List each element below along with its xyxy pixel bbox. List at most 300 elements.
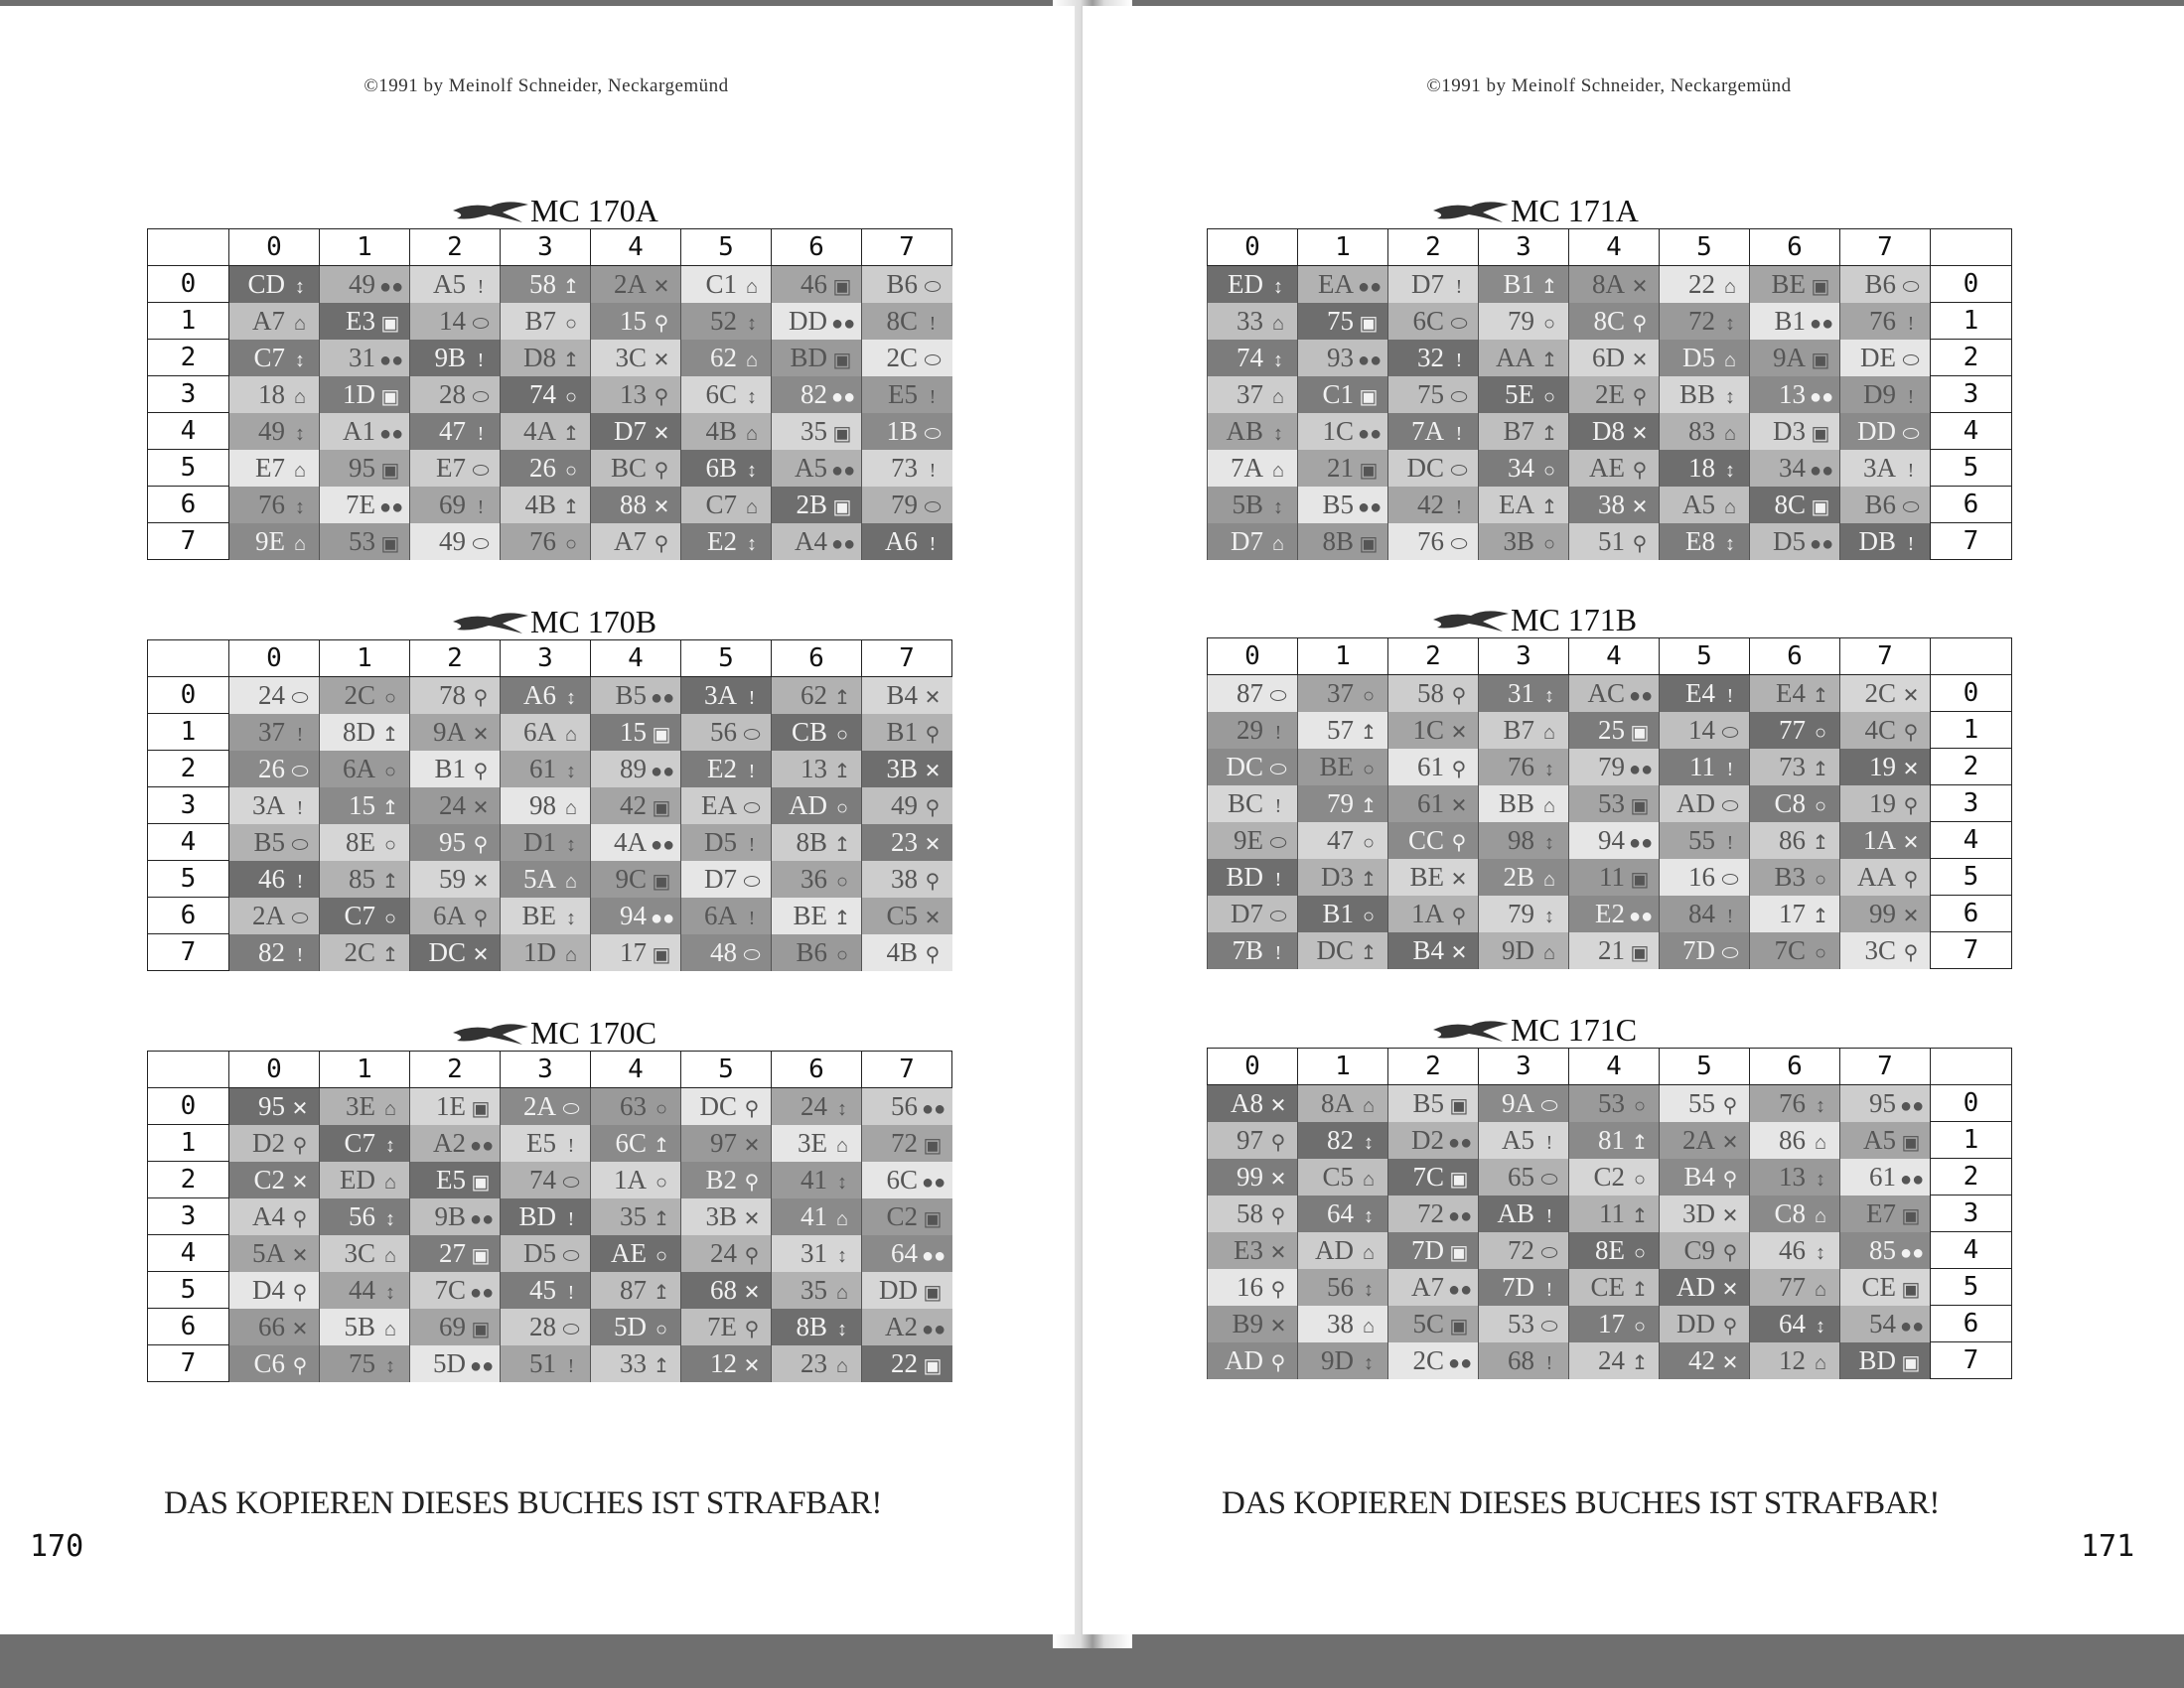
code-value: 5E [1505, 378, 1534, 409]
cell-symbol-icon: ▣ [1449, 1315, 1469, 1337]
code-value: 53 [349, 525, 375, 556]
code-value: C7 [705, 489, 737, 519]
row-header: 4 [148, 824, 229, 861]
code-value: 6A [523, 716, 556, 747]
row-header: 1 [148, 714, 229, 751]
cell-symbol-icon: ✕ [653, 275, 670, 298]
row-header: 0 [1931, 266, 2012, 303]
code-value: BC [1227, 787, 1263, 818]
cell-symbol-icon: ✕ [1721, 1278, 1739, 1301]
code-value: 2C [344, 679, 375, 710]
cell-symbol-icon: ⌂ [1814, 1278, 1826, 1301]
table-row [148, 861, 952, 898]
code-value: D5 [523, 1237, 556, 1268]
code-value: 1C [1412, 714, 1444, 745]
cell-symbol-icon: ! [748, 760, 756, 782]
code-cell [862, 1309, 952, 1345]
code-value: E2 [707, 753, 737, 783]
code-cell [229, 376, 320, 413]
code-value: 53 [1508, 1308, 1534, 1338]
cell-symbol-icon: ⌂ [1723, 422, 1736, 445]
code-value: ED [1228, 268, 1263, 299]
code-value: 24 [1598, 1344, 1625, 1375]
code-value: 8B [1322, 525, 1354, 556]
code-cell [862, 340, 952, 376]
code-cell [229, 861, 320, 898]
code-cell [1208, 1269, 1298, 1306]
code-cell [229, 303, 320, 340]
table-row [1208, 896, 2012, 932]
code-value: 2B [796, 489, 827, 519]
code-cell [772, 1125, 862, 1162]
table-row [1208, 487, 2012, 523]
code-cell [681, 266, 772, 303]
cell-symbol-icon: ⬭ [1902, 349, 1920, 371]
cell-symbol-icon: ↕ [1273, 422, 1283, 445]
cell-symbol-icon: ▣ [1901, 1351, 1921, 1374]
row-header: 6 [148, 1309, 229, 1345]
code-value: 87 [620, 1274, 647, 1305]
code-value: 8D [343, 716, 375, 747]
row-header: 6 [1931, 1306, 2012, 1342]
code-cell [681, 1345, 772, 1382]
code-cell [591, 450, 681, 487]
code-cell [1840, 749, 1931, 785]
cell-symbol-icon: ↕ [1544, 758, 1554, 780]
code-cell [681, 413, 772, 450]
code-value: A6 [523, 679, 556, 710]
cell-symbol-icon: ○ [564, 312, 578, 335]
code-value: BE [793, 900, 827, 930]
code-cell [1298, 675, 1388, 712]
cell-symbol-icon: ! [1726, 684, 1734, 707]
column-header: 0 [229, 640, 320, 677]
cell-symbol-icon: ✕ [1269, 1241, 1287, 1264]
column-header: 4 [1569, 638, 1660, 675]
column-header-row [1208, 638, 2012, 675]
cell-symbol-icon: ↥ [1631, 1351, 1649, 1374]
cell-symbol-icon: ▣ [471, 1097, 491, 1120]
code-value: BD [518, 1200, 556, 1231]
code-cell [1479, 1122, 1569, 1159]
code-value: 32 [1417, 342, 1444, 372]
code-cell [1660, 749, 1750, 785]
cell-symbol-icon: ✕ [1902, 831, 1920, 854]
code-value: D1 [523, 826, 556, 857]
code-value: 7E [707, 1311, 737, 1341]
code-value: 41 [801, 1200, 827, 1231]
code-value: 2C [886, 342, 918, 372]
cell-symbol-icon: ○ [1362, 831, 1376, 854]
code-value: AD [1676, 787, 1715, 818]
column-header: 2 [1388, 229, 1479, 266]
row-header: 1 [148, 1125, 229, 1162]
cell-symbol-icon: ↕ [295, 275, 305, 298]
code-cell [410, 1235, 501, 1272]
code-cell [1388, 1159, 1479, 1196]
cell-symbol-icon: ↕ [747, 532, 757, 555]
code-cell [1660, 376, 1750, 413]
code-value: 2A [614, 268, 647, 299]
code-value: 61 [1869, 1161, 1896, 1192]
code-cell [862, 861, 952, 898]
code-cell [772, 1272, 862, 1309]
code-cell [1208, 749, 1298, 785]
code-value: 94 [1598, 824, 1625, 855]
cell-symbol-icon: ▣ [1359, 459, 1379, 482]
cell-symbol-icon: ! [1274, 721, 1282, 744]
code-value: 72 [891, 1127, 918, 1158]
row-header: 3 [1931, 785, 2012, 822]
code-value: EA [1499, 489, 1534, 519]
code-value: 55 [1688, 1087, 1715, 1118]
code-cell [501, 1198, 591, 1235]
cell-symbol-icon: ↕ [295, 495, 305, 518]
code-value: 6A [704, 900, 737, 930]
code-cell [1208, 1232, 1298, 1269]
cell-symbol-icon: ▣ [1901, 1204, 1921, 1227]
code-cell [229, 824, 320, 861]
cell-symbol-icon: ↕ [385, 1207, 395, 1230]
code-value: A7 [252, 305, 285, 336]
code-value: 9A [1773, 342, 1806, 372]
code-value: 22 [1688, 268, 1715, 299]
table-row [1208, 785, 2012, 822]
cell-symbol-icon: ●● [922, 1244, 946, 1267]
code-cell [501, 714, 591, 751]
code-cell [1840, 450, 1931, 487]
code-value: D3 [1321, 861, 1354, 892]
code-cell [1569, 859, 1660, 896]
table-title [147, 600, 951, 639]
cell-symbol-icon: ▣ [471, 1244, 491, 1267]
cell-symbol-icon: ✕ [924, 833, 942, 856]
code-value: 86 [1779, 824, 1806, 855]
code-cell [591, 934, 681, 971]
code-value: A5 [1863, 1124, 1896, 1155]
code-cell [320, 787, 410, 824]
code-value: AB [1226, 415, 1263, 446]
copy-warning: DAS KOPIEREN DIESES BUCHES IST STRAFBAR! [1222, 1485, 1940, 1521]
code-cell [681, 487, 772, 523]
cell-symbol-icon: ●● [379, 495, 404, 518]
code-value: 84 [1688, 898, 1715, 928]
cell-symbol-icon: ✕ [1450, 721, 1468, 744]
code-value: 95 [439, 826, 466, 857]
cell-symbol-icon: ✕ [472, 796, 490, 819]
code-value: 3C [344, 1237, 375, 1268]
column-header: 2 [1388, 638, 1479, 675]
cell-symbol-icon: ▣ [923, 1134, 943, 1157]
code-value: 93 [1327, 342, 1354, 372]
cell-symbol-icon: ●● [1900, 1168, 1925, 1191]
code-cell [501, 303, 591, 340]
column-header: 6 [772, 640, 862, 677]
cell-symbol-icon: ↥ [833, 907, 851, 929]
cell-symbol-icon: ↕ [1273, 495, 1283, 518]
cell-symbol-icon: ↥ [381, 723, 399, 746]
code-value: 9A [433, 716, 466, 747]
code-cell [1569, 1269, 1660, 1306]
code-cell [681, 1198, 772, 1235]
cell-symbol-icon: ↥ [381, 870, 399, 893]
cell-symbol-icon: ▣ [1630, 941, 1650, 964]
code-value: BE [1409, 861, 1444, 892]
code-cell [591, 861, 681, 898]
table-row [1208, 376, 2012, 413]
code-cell [1660, 1269, 1750, 1306]
code-value: 79 [1508, 305, 1534, 336]
code-value: 2B [1503, 861, 1534, 892]
code-cell [1388, 1085, 1479, 1122]
code-cell [591, 303, 681, 340]
column-header: 1 [1298, 1049, 1388, 1085]
code-cell [1298, 413, 1388, 450]
code-cell [1298, 376, 1388, 413]
cell-symbol-icon: ▣ [1901, 1278, 1921, 1301]
column-header-row [1208, 1049, 2012, 1085]
code-cell [1750, 487, 1840, 523]
code-cell [591, 898, 681, 934]
code-cell [501, 1162, 591, 1198]
cell-symbol-icon: ↕ [747, 385, 757, 408]
cell-symbol-icon: ! [567, 1281, 575, 1304]
cell-symbol-icon: ⌂ [1814, 1204, 1826, 1227]
cell-symbol-icon: ○ [1542, 385, 1556, 408]
column-header: 6 [772, 1052, 862, 1088]
cell-symbol-icon: ! [477, 349, 485, 371]
code-value: 3B [1503, 525, 1534, 556]
code-cell [772, 340, 862, 376]
cell-symbol-icon: ! [1545, 1131, 1553, 1154]
cell-symbol-icon: ✕ [291, 1097, 309, 1120]
code-value: 11 [1689, 751, 1715, 781]
code-value: 3B [886, 753, 918, 783]
cell-symbol-icon: ●● [922, 1097, 946, 1120]
cell-symbol-icon: ⌂ [835, 1281, 848, 1304]
cell-symbol-icon: ▣ [1449, 1241, 1469, 1264]
row-header: 4 [1931, 822, 2012, 859]
code-value: AD [1676, 1271, 1715, 1302]
code-value: C1 [1322, 378, 1354, 409]
cell-symbol-icon: ⌂ [383, 1171, 396, 1194]
cell-symbol-icon: ! [1545, 1351, 1553, 1374]
cell-symbol-icon: ⌂ [293, 532, 306, 555]
code-cell [862, 1125, 952, 1162]
cell-symbol-icon: ↥ [653, 1354, 670, 1377]
cell-symbol-icon: ○ [1814, 721, 1827, 744]
code-value: 8C [1774, 489, 1806, 519]
cell-symbol-icon: ! [1455, 495, 1463, 518]
cell-symbol-icon: ▣ [923, 1354, 943, 1377]
code-cell [1479, 712, 1569, 749]
code-cell [410, 1309, 501, 1345]
code-value: D2 [1411, 1124, 1444, 1155]
code-cell [1569, 749, 1660, 785]
cell-symbol-icon: ⌂ [1723, 495, 1736, 518]
table-row [148, 1235, 952, 1272]
code-value: A7 [614, 525, 647, 556]
code-value: 95 [349, 452, 375, 483]
column-header: 4 [1569, 1049, 1660, 1085]
cell-symbol-icon: ○ [1542, 532, 1556, 555]
cell-symbol-icon: ▣ [1811, 275, 1830, 298]
cell-symbol-icon: ↥ [1360, 721, 1378, 744]
cell-symbol-icon: ✕ [1450, 794, 1468, 817]
cell-symbol-icon: ●● [1900, 1241, 1925, 1264]
row-header: 3 [148, 787, 229, 824]
code-value: A5 [795, 452, 827, 483]
code-cell [1840, 1342, 1931, 1379]
cell-symbol-icon: ⌂ [1814, 1351, 1826, 1374]
code-cell [1208, 1306, 1298, 1342]
code-value: B5 [1412, 1087, 1444, 1118]
table-row [148, 898, 952, 934]
cell-symbol-icon: ▣ [1359, 312, 1379, 335]
code-cell [1388, 450, 1479, 487]
table-title [147, 1011, 951, 1051]
code-cell [1569, 785, 1660, 822]
code-value: B1 [1503, 268, 1534, 299]
cell-symbol-icon: ✕ [1721, 1131, 1739, 1154]
cell-symbol-icon: ●● [379, 422, 404, 445]
cell-symbol-icon: ⚲ [1903, 868, 1919, 891]
cell-symbol-icon: ⚲ [744, 1244, 760, 1267]
code-cell [501, 1088, 591, 1125]
cell-symbol-icon: ↕ [1816, 1241, 1825, 1264]
code-value: 1C [1322, 415, 1354, 446]
code-cell [1750, 413, 1840, 450]
row-header: 7 [1931, 523, 2012, 560]
cell-symbol-icon: ⚲ [654, 385, 669, 408]
column-header: 2 [1388, 1049, 1479, 1085]
cell-symbol-icon: ⌂ [745, 422, 758, 445]
code-value: 51 [1598, 525, 1625, 556]
code-value: BD [1226, 861, 1263, 892]
row-header: 4 [1931, 1232, 2012, 1269]
code-cell [501, 523, 591, 560]
code-value: D7 [704, 863, 737, 894]
cell-symbol-icon: ⬭ [472, 532, 490, 555]
code-cell [862, 523, 952, 560]
code-cell [772, 266, 862, 303]
cell-symbol-icon: ⚲ [1722, 1315, 1738, 1337]
code-cell [501, 487, 591, 523]
code-grid-171c [1207, 1048, 2012, 1379]
bird-logo-icon [451, 1019, 530, 1047]
code-value: 72 [1417, 1197, 1444, 1228]
code-cell [1840, 523, 1931, 560]
code-value: 9A [1502, 1087, 1534, 1118]
code-cell [320, 1309, 410, 1345]
code-cell [772, 787, 862, 824]
cell-symbol-icon: ▣ [471, 1318, 491, 1340]
row-header: 2 [148, 340, 229, 376]
table-row [1208, 932, 2012, 969]
code-cell [410, 1162, 501, 1198]
code-cell [1298, 1159, 1388, 1196]
cell-symbol-icon: ! [296, 870, 304, 893]
code-cell [410, 714, 501, 751]
code-value: B5 [253, 826, 285, 857]
code-cell [320, 751, 410, 787]
code-cell [1479, 859, 1569, 896]
cell-symbol-icon: ! [1726, 831, 1734, 854]
row-header: 0 [1931, 675, 2012, 712]
column-header-row [1208, 229, 2012, 266]
code-cell [1208, 487, 1298, 523]
column-header: 0 [229, 1052, 320, 1088]
cell-symbol-icon: ✕ [1631, 275, 1649, 298]
code-cell [681, 787, 772, 824]
table-row [148, 487, 952, 523]
row-header: 4 [148, 1235, 229, 1272]
code-value: 24 [258, 679, 285, 710]
code-value: B9 [1232, 1308, 1263, 1338]
cell-symbol-icon: ▣ [380, 312, 400, 335]
cell-symbol-icon: ●● [1629, 758, 1654, 780]
cell-symbol-icon: ⚲ [473, 907, 489, 929]
code-cell [1660, 675, 1750, 712]
code-cell [1208, 785, 1298, 822]
code-value: 5C [1412, 1308, 1444, 1338]
cell-symbol-icon: ○ [835, 723, 849, 746]
cell-symbol-icon: ⬭ [562, 1318, 580, 1340]
code-value: DE [1860, 342, 1896, 372]
code-cell [1208, 303, 1298, 340]
code-value: 3A [704, 679, 737, 710]
code-value: 17 [620, 936, 647, 967]
cell-symbol-icon: ⬭ [924, 349, 942, 371]
column-header: 2 [410, 640, 501, 677]
code-value: 74 [1237, 342, 1263, 372]
column-header: 1 [320, 1052, 410, 1088]
code-cell [1208, 932, 1298, 969]
code-cell [591, 787, 681, 824]
code-cell [772, 1198, 862, 1235]
code-value: CD [247, 268, 285, 299]
cell-symbol-icon: ●● [1358, 349, 1383, 371]
cell-symbol-icon: ○ [1362, 758, 1376, 780]
code-value: 9B [434, 342, 466, 372]
table-row [1208, 822, 2012, 859]
code-value: 1A [614, 1164, 647, 1195]
code-value: 17 [1598, 1308, 1625, 1338]
table-block-170b [147, 604, 951, 971]
code-cell [1298, 749, 1388, 785]
code-value: 4A [614, 826, 647, 857]
code-value: 49 [349, 268, 375, 299]
code-cell [1569, 340, 1660, 376]
code-cell [862, 934, 952, 971]
cell-symbol-icon: ⌂ [835, 1134, 848, 1157]
cell-symbol-icon: ⌂ [1271, 532, 1284, 555]
cell-symbol-icon: ↥ [833, 760, 851, 782]
bird-logo-icon [451, 608, 530, 635]
header-corner [148, 1052, 229, 1088]
cell-symbol-icon: ↥ [1360, 941, 1378, 964]
code-value: 81 [1598, 1124, 1625, 1155]
code-value: 68 [1508, 1344, 1534, 1375]
code-value: 82 [258, 936, 285, 967]
cell-symbol-icon: ⚲ [473, 760, 489, 782]
cell-symbol-icon: ↥ [653, 1134, 670, 1157]
cell-symbol-icon: ●● [831, 385, 856, 408]
code-value: B7 [524, 305, 556, 336]
column-header: 4 [591, 640, 681, 677]
code-value: 33 [1237, 305, 1263, 336]
code-value: 17 [1779, 898, 1806, 928]
